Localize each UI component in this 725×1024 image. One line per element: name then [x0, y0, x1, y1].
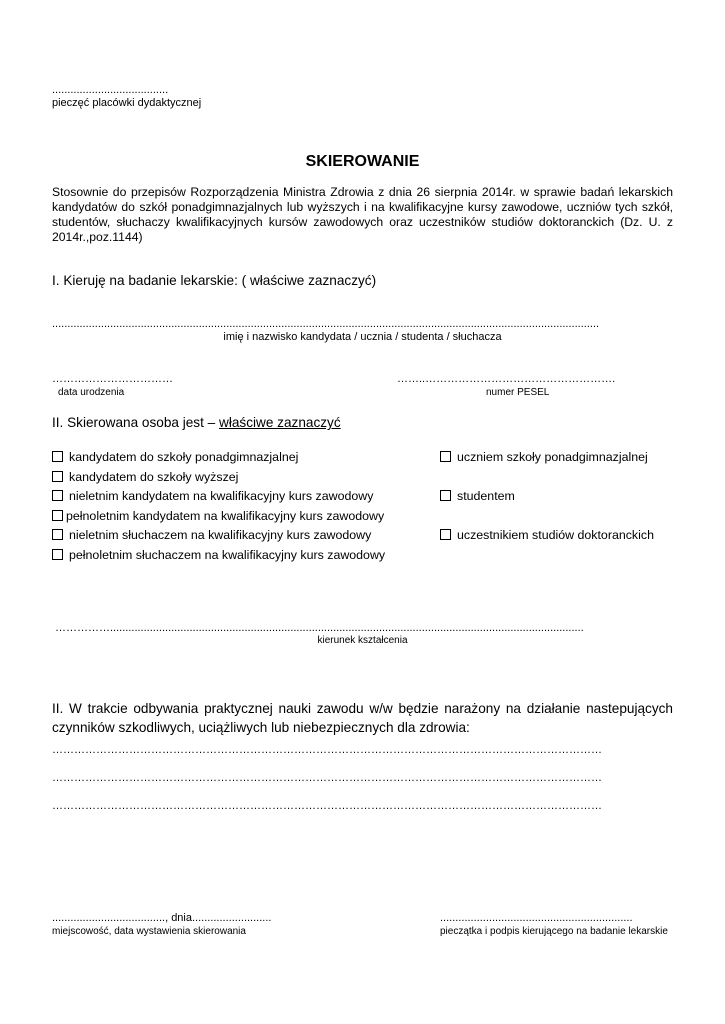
- birth-date-dots[interactable]: ……………………………: [52, 373, 173, 385]
- option-kandydat-ponadgimnazjalna[interactable]: [52, 450, 298, 464]
- option-label: pełnoletnim kandydatem na kwalifikacyjny kurs zawodowy: [66, 509, 385, 523]
- signature-label: pieczątka i podpis kierującego na badanie lekarskie: [440, 926, 668, 937]
- section2-heading-prefix: II. Skierowana osoba jest –: [52, 415, 219, 430]
- option-label: pełnoletnim słuchaczem na kwalifikacyjny kurs zawodowy: [69, 548, 386, 562]
- name-field-dots[interactable]: ...................................................................................................................................................................................: [52, 318, 600, 330]
- course-field-label: kierunek kształcenia: [317, 635, 408, 646]
- option-label: uczestnikiem studiów doktoranckich: [457, 528, 654, 542]
- section2-heading: [52, 415, 341, 430]
- option-label: uczniem szkoły ponadgimnazjalnej: [457, 450, 648, 464]
- hazard-line-3[interactable]: ……………………………………………………………………………………………………………………………………: [52, 800, 602, 812]
- page-title: SKIEROWANIE: [305, 153, 420, 170]
- checkbox-icon[interactable]: [52, 490, 63, 501]
- name-field-label: imię i nazwisko kandydata / ucznia / studenta / słuchacza: [223, 331, 502, 343]
- section2-heading-underlined: właściwe zaznaczyć: [219, 415, 341, 430]
- option-pelnoletni-sluchacz-kurs[interactable]: [52, 548, 385, 562]
- hazards-paragraph: II. W trakcie odbywania praktycznej nauki zawodu w/w będzie narażony na działanie nastepujących czynników szkodliwych, uciążliwych lub niebezpiecznych dla zdrowia:: [52, 701, 673, 735]
- birth-date-label: data urodzenia: [58, 387, 125, 398]
- option-label: nieletnim kandydatem na kwalifikacyjny kurs zawodowy: [69, 489, 374, 503]
- checkbox-icon[interactable]: [440, 490, 451, 501]
- option-nieletni-sluchacz-kurs[interactable]: [52, 528, 371, 542]
- checkbox-icon[interactable]: [52, 549, 63, 560]
- hazard-line-1[interactable]: ……………………………………………………………………………………………………………………………………: [52, 744, 602, 756]
- option-nieletni-kandydat-kurs[interactable]: [52, 489, 373, 503]
- course-field-dots[interactable]: ……………...........................................................................................................................................................: [55, 622, 584, 634]
- hazard-line-2[interactable]: ……………………………………………………………………………………………………………………………………: [52, 772, 602, 784]
- checkbox-icon[interactable]: [52, 529, 63, 540]
- place-date-dots[interactable]: ....................................., dnia..........................: [52, 912, 272, 924]
- pesel-dots[interactable]: ……..…………………………………………….: [397, 373, 616, 385]
- option-label: kandydatem do szkoły wyższej: [69, 470, 239, 484]
- option-uczen-ponadgimnazjalna[interactable]: [440, 450, 648, 464]
- intro-paragraph: Stosownie do przepisów Rozporządzenia Ministra Zdrowia z dnia 26 sierpnia 2014r. w sprawie badań lekarskich kandydatów do szkół ponadgimnazjalnych lub wyższych i na kwalifikacyjne kursy zawodowe, uczniów tych szkół, studentów, słuchaczy kwalifikacyjnych kursów zawodowych oraz uczestników studiów doktoranckich (Dz. U. z 2014r.,poz.1144): [52, 185, 673, 244]
- option-pelnoletni-kandydat-kurs[interactable]: [52, 509, 384, 523]
- checkbox-icon[interactable]: [440, 529, 451, 540]
- option-label: studentem: [457, 489, 515, 503]
- signature-dots[interactable]: ...............................................................: [440, 912, 633, 924]
- section1-heading: I. Kieruję na badanie lekarskie: ( właściwe zaznaczyć): [52, 273, 377, 288]
- pesel-label: numer PESEL: [486, 387, 550, 398]
- option-kandydat-wyzsza[interactable]: [52, 470, 238, 484]
- checkbox-icon[interactable]: [52, 471, 63, 482]
- stamp-dots: ......................................: [52, 84, 169, 96]
- checkbox-icon[interactable]: [52, 510, 63, 521]
- option-label: nieletnim słuchaczem na kwalifikacyjny kurs zawodowy: [69, 528, 372, 542]
- option-doktorant[interactable]: [440, 528, 654, 542]
- option-label: kandydatem do szkoły ponadgimnazjalnej: [69, 450, 299, 464]
- place-date-label: miejscowość, data wystawienia skierowania: [52, 926, 246, 937]
- checkbox-icon[interactable]: [440, 451, 451, 462]
- option-student[interactable]: [440, 489, 515, 503]
- checkbox-icon[interactable]: [52, 451, 63, 462]
- stamp-label: pieczęć placówki dydaktycznej: [52, 97, 202, 109]
